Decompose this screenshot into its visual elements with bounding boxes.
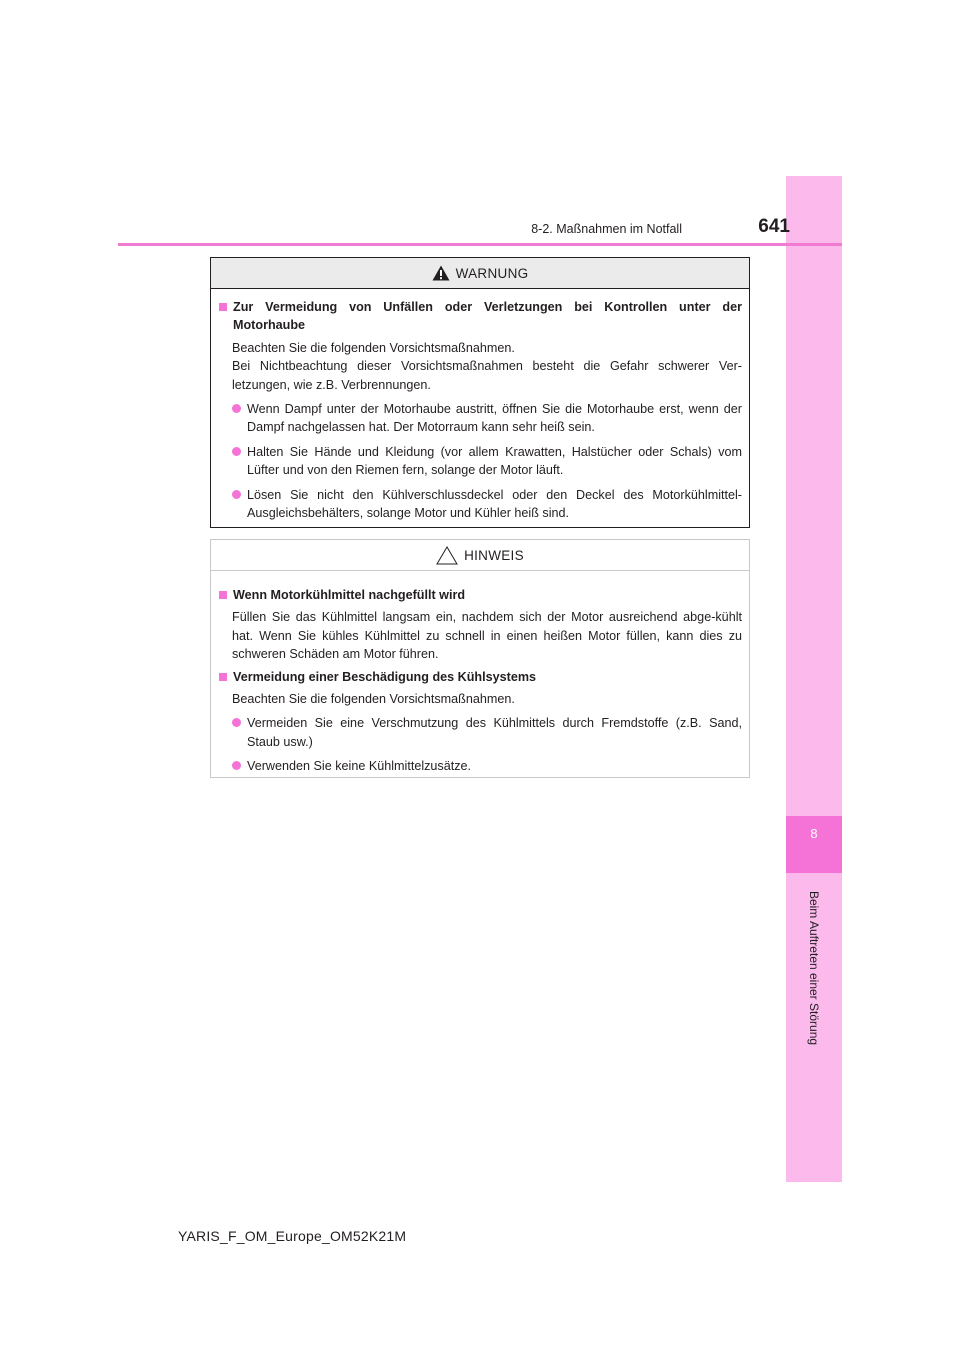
square-bullet-icon [219,673,227,681]
chapter-number: 8 [810,826,818,841]
section-reference: 8-2. Maßnahmen im Notfall [531,222,682,236]
warning-header [211,258,749,289]
notice-header [211,540,749,571]
notice-label: HINWEIS [464,547,524,563]
notice-item-title: Wenn Motorkühlmittel nachgefüllt wird [218,586,742,604]
list-item: Halten Sie Hände und Kleidung (vor allem Krawatten, Halstücher oder Schals) vom Lüfter und von den Riemen fern, solange der Motor läuft. [232,443,742,480]
square-bullet-icon [219,591,227,599]
notice-item-text: Füllen Sie das Kühlmittel langsam ein, nachdem sich der Motor ausreichend abge-kühlt hat. Wenn Sie kühles Kühlmittel zu schnell in einen heißen Motor füllen, kann dies zu schweren Schäden am Motor führen. [232,610,742,662]
notice-item-text: Beachten Sie die folgenden Vorsichtsmaßnahmen. [232,692,515,707]
page-number: 641 [758,216,790,237]
caution-triangle-outline-icon [436,546,458,565]
warning-box [210,257,750,528]
list-item: Verwenden Sie keine Kühlmittelzusätze. [232,757,742,775]
circle-bullet-icon [232,718,241,727]
warning-item-title: Zur Vermeidung von Unfällen oder Verletzungen bei Kontrollen unter der Motorhaube [218,298,742,335]
warning-label: WARNUNG [455,265,529,281]
warning-triangle-icon [432,265,450,281]
header-rule [118,243,842,246]
notice-item-title: Vermeidung einer Beschädigung des Kühlsystems [218,668,742,686]
list-item: Vermeiden Sie eine Verschmutzung des Kühlmittels durch Fremdstoffe (z.B. Sand, Staub usw.) [232,714,742,751]
chapter-title: Beim Auftreten einer Störung [807,890,821,1046]
document-id: YARIS_F_OM_Europe_OM52K21M [178,1228,407,1244]
circle-bullet-icon [232,447,241,456]
warning-intro-2: Bei Nichtbeachtung dieser Vorsichtsmaßnahmen besteht die Gefahr schwerer Ver-letzungen, wie z.B. Verbrennungen. [232,359,742,392]
warning-intro-1: Beachten Sie die folgenden Vorsichtsmaßnahmen. [232,340,515,355]
circle-bullet-icon [232,404,241,413]
warning-body [211,289,749,522]
list-item: Wenn Dampf unter der Motorhaube austritt, öffnen Sie die Motorhaube erst, wenn der Dampf nachgelassen hat. Der Motorraum kann sehr heiß sein. [232,400,742,437]
circle-bullet-icon [232,761,241,770]
square-bullet-icon [219,303,227,311]
circle-bullet-icon [232,490,241,499]
notice-body [211,571,749,776]
notice-box [210,539,750,778]
list-item: Lösen Sie nicht den Kühlverschlussdeckel oder den Deckel des Motorkühlmittel-Ausgleichsbehälters, solange Motor und Kühler heiß sind. [232,486,742,523]
